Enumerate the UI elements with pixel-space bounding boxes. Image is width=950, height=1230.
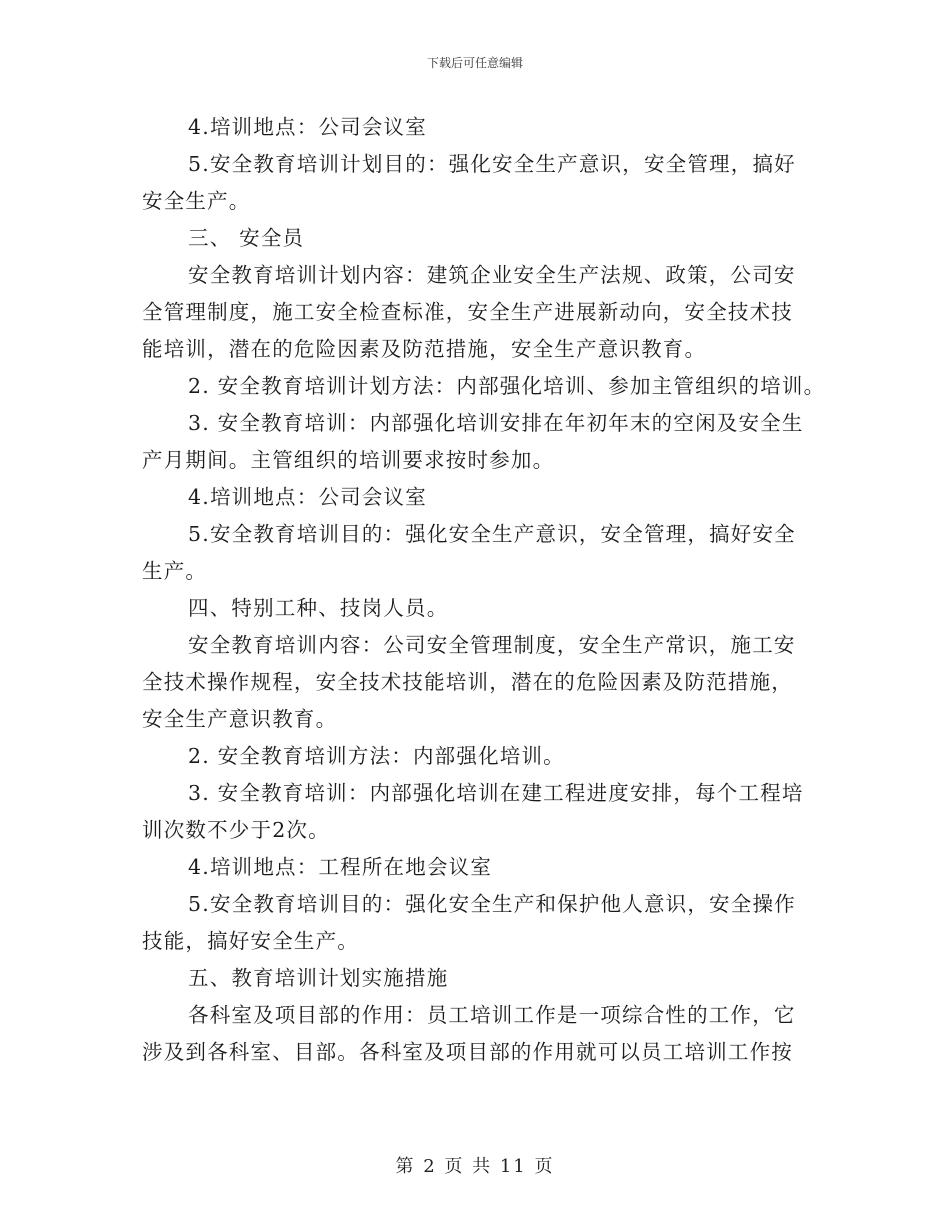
body-line: 2. 安全教育培训计划方法：内部强化培训、参加主管组织的培训。	[188, 374, 826, 398]
body-line: 五、教育培训计划实施措施	[188, 966, 449, 990]
body-line: 5.安全教育培训计划目的：强化安全生产意识，安全管理，搞好	[188, 152, 796, 176]
body-line: 全管理制度，施工安全检查标准，安全生产进展新动向，安全技术技	[142, 300, 793, 324]
body-line: 涉及到各科室、目部。各科室及项目部的作用就可以员工培训工作按	[142, 1040, 793, 1064]
body-line: 2. 安全教育培训方法：内部强化培训。	[188, 744, 565, 768]
body-line: 5.安全教育培训目的：强化安全生产意识，安全管理，搞好安全	[188, 522, 796, 546]
body-line: 各科室及项目部的作用：员工培训工作是一项综合性的工作，它	[188, 1003, 796, 1027]
body-line: 4.培训地点：公司会议室	[188, 485, 427, 509]
body-line: 训次数不少于2次。	[142, 818, 330, 842]
body-line: 5.安全教育培训目的：强化安全生产和保护他人意识，安全操作	[188, 892, 796, 916]
body-line: 4.培训地点：工程所在地会议室	[188, 855, 493, 879]
body-line: 三、 安全员	[188, 226, 305, 250]
body-line: 安全生产。	[142, 189, 251, 213]
document-body	[142, 109, 826, 1071]
body-line: 4.培训地点：公司会议室	[188, 115, 427, 139]
body-line: 技能，搞好安全生产。	[142, 929, 359, 953]
body-line: 产月期间。主管组织的培训要求按时参加。	[142, 448, 555, 472]
body-line: 安全教育培训内容：公司安全管理制度，安全生产常识，施工安	[188, 633, 796, 657]
body-line: 四、特别工种、技岗人员。	[188, 596, 449, 620]
body-line: 3. 安全教育培训：内部强化培训安排在年初年末的空闲及安全生	[188, 411, 804, 435]
body-line: 安全教育培训计划内容：建筑企业安全生产法规、政策，公司安	[188, 263, 796, 287]
page-header: 下载后可任意编辑	[426, 56, 523, 70]
body-line: 3. 安全教育培训：内部强化培训在建工程进度安排，每个工程培	[188, 781, 804, 805]
body-line: 能培训，潜在的危险因素及防范措施，安全生产意识教育。	[142, 337, 707, 361]
page-footer: 第 2 页 共 11 页	[395, 1156, 555, 1177]
body-line: 全技术操作规程，安全技术技能培训，潜在的危险因素及防范措施，	[142, 670, 793, 694]
body-line: 生产。	[142, 559, 208, 583]
body-line: 安全生产意识教育。	[142, 707, 338, 731]
